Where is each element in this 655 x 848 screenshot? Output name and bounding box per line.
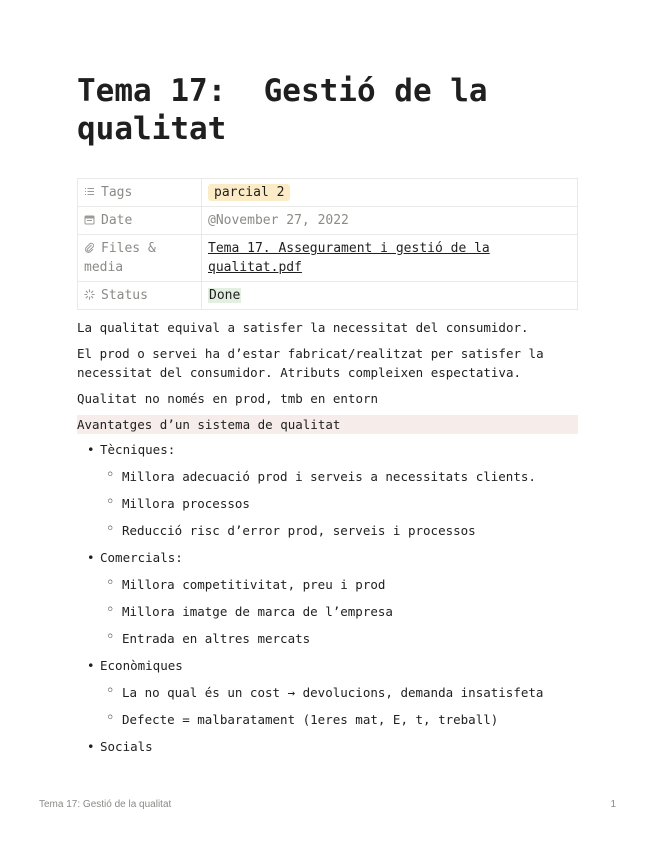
list-item-label: Tècniques: [100, 442, 176, 457]
sub-list [100, 683, 578, 729]
page-title: Tema 17: Gestió de la qualitat [77, 73, 507, 147]
properties-table [77, 178, 578, 310]
list-item [77, 440, 578, 540]
loading-icon [84, 289, 95, 300]
list-item-label: Socials [100, 739, 153, 754]
status-label: Status [101, 288, 148, 303]
paragraph: La qualitat equival a satisfer la necessitat del consumidor. [77, 320, 529, 335]
list-item-label: Econòmiques [100, 658, 183, 673]
sub-list-item: ◦ Millora processos [100, 494, 578, 513]
sub-list-item: ◦ Reducció risc d’error prod, serveis i processos [100, 521, 578, 540]
tags-label: Tags [101, 185, 133, 200]
property-row-date [78, 207, 578, 235]
paragraph: Qualitat no només en prod, tmb en entorn [77, 391, 379, 406]
property-value-date [202, 207, 578, 235]
property-row-tags [78, 179, 578, 207]
paragraph: El prod o servei ha d’estar fabricat/realitzat per satisfer la necessitat del consumidor. Atributs compleixen espectativa. [77, 346, 544, 380]
bullet-list [77, 440, 578, 756]
property-key-date [78, 207, 202, 235]
list-icon [84, 186, 95, 197]
tag-badge[interactable]: parcial 2 [208, 184, 290, 201]
list-item-label: Comercials: [100, 550, 183, 565]
property-value-files [202, 235, 578, 282]
status-badge[interactable]: Done [209, 288, 241, 303]
sub-list-item: ◦ Millora competitivitat, preu i prod [100, 575, 578, 594]
sub-list [100, 467, 578, 540]
property-key-files [78, 235, 202, 282]
list-item [77, 737, 578, 756]
highlighted-heading: Avantatges d’un sistema de qualitat [77, 415, 578, 434]
sub-list-item: ◦ Defecte = malbaratament (1eres mat, E, t, treball) [100, 710, 578, 729]
paperclip-icon [84, 242, 95, 253]
sub-list-item: ◦ Entrada en altres mercats [100, 629, 578, 648]
property-key-tags [78, 179, 202, 207]
sub-list-item: ◦ Millora imatge de marca de l’empresa [100, 602, 578, 621]
calendar-icon [84, 214, 95, 225]
property-value-tags [202, 179, 578, 207]
property-value-status [202, 282, 578, 310]
sub-list [100, 575, 578, 648]
list-item [77, 656, 578, 729]
footer-title: Tema 17: Gestió de la qualitat [39, 799, 172, 810]
page-footer [39, 799, 616, 810]
page-number: 1 [610, 799, 616, 810]
sub-list-item: ◦ Millora adecuació prod i serveis a necessitats clients. [100, 467, 578, 486]
list-item [77, 548, 578, 648]
property-key-status [78, 282, 202, 310]
property-row-files [78, 235, 578, 282]
date-value[interactable]: @November 27, 2022 [208, 213, 349, 228]
sub-list-item: ◦ La no qual és un cost → devolucions, demanda insatisfeta [100, 683, 578, 702]
file-link[interactable]: Tema 17. Assegurament i gestió de la qualitat.pdf [208, 241, 490, 275]
property-row-status [78, 282, 578, 310]
files-label: Files & media [84, 241, 156, 275]
date-label: Date [101, 213, 133, 228]
page-body [77, 318, 578, 764]
